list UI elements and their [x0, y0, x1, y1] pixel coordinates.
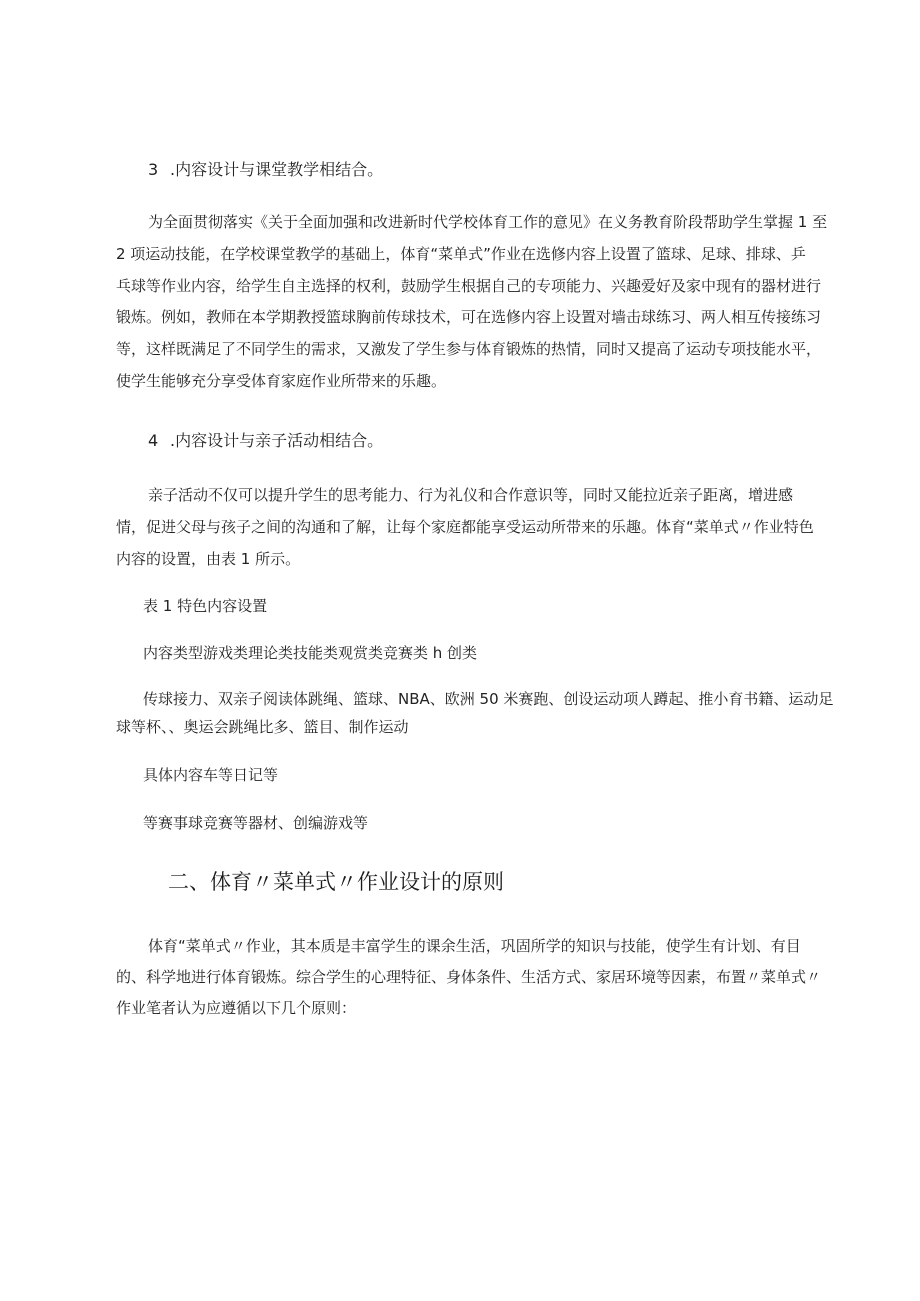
section-4-number: 4	[148, 431, 159, 450]
section-3-heading: .内容设计与课堂教学相结合。	[170, 160, 384, 179]
para3-line-5: 等，这样既满足了不同学生的需求，又激发了学生参与体育锻炼的热情，同时又提高了运动专项技能水平，	[116, 340, 822, 358]
table-caption: 表 1 特色内容设置	[143, 597, 268, 615]
para3-line-4: 锻炼。例如，教师在本学期教授篮球胸前传球技术，可在选修内容上设置对墙击球练习、两人相互传接练习	[116, 308, 822, 326]
para4-line-2: 情，促进父母与孩子之间的沟通和了解，让每个家庭都能享受运动所带来的乐趣。体育“菜单式〃作业特色	[116, 518, 814, 536]
para3-line-3: 乓球等作业内容，给学生自主选择的权利，鼓励学生根据自己的专项能力、兴趣爱好及家中现有的器材进行	[116, 277, 822, 295]
para-two-line-3: 作业笔者认为应遵循以下几个原则：	[116, 999, 357, 1017]
para3-line-1: 为全面贯彻落实《关于全面加强和改进新时代学校体育工作的意见》在义务教育阶段帮助学生掌握 1 至	[148, 213, 828, 231]
para-two-line-1: 体育“菜单式〃作业，其本质是丰富学生的课余生活，巩固所学的知识与技能，使学生有计划、有目	[148, 937, 801, 955]
table-specific-row: 具体内容车等日记等	[143, 766, 279, 784]
para-two-line-2: 的、科学地进行体育锻炼。综合学生的心理特征、身体条件、生活方式、家居环境等因素，布置〃菜单式〃	[116, 968, 822, 986]
para4-line-1: 亲子活动不仅可以提升学生的思考能力、行为礼仪和合作意识等，同时又能拉近亲子距离，增进感	[148, 486, 794, 504]
table-last-row: 等赛事球竞赛等器材、创编游戏等	[143, 814, 369, 832]
table-content-line-1: 传球接力、双亲子阅读体跳绳、篮球、NBA、欧洲 50 米赛跑、创设运动项人蹲起、推小育书籍、运动足	[143, 690, 834, 708]
para3-line-2: 2 项运动技能，在学校课堂教学的基础上，体育“菜单式”作业在选修内容上设置了篮球、足球、排球、乒	[116, 245, 806, 263]
para4-line-3: 内容的设置，由表 1 所示。	[116, 550, 301, 568]
section-two-heading: 二、体育〃菜单式〃作业设计的原则	[168, 870, 504, 894]
table-header-row: 内容类型游戏类理论类技能类观赏类竞赛类 h 创类	[143, 644, 478, 662]
section-3-number: 3	[148, 160, 159, 179]
section-4-heading: .内容设计与亲子活动相结合。	[170, 431, 384, 450]
table-content-line-2: 球等杯、、奥运会跳绳比多、篮目、制作运动	[116, 718, 409, 736]
para3-line-6: 使学生能够充分享受体育家庭作业所带来的乐趣。	[116, 372, 447, 390]
